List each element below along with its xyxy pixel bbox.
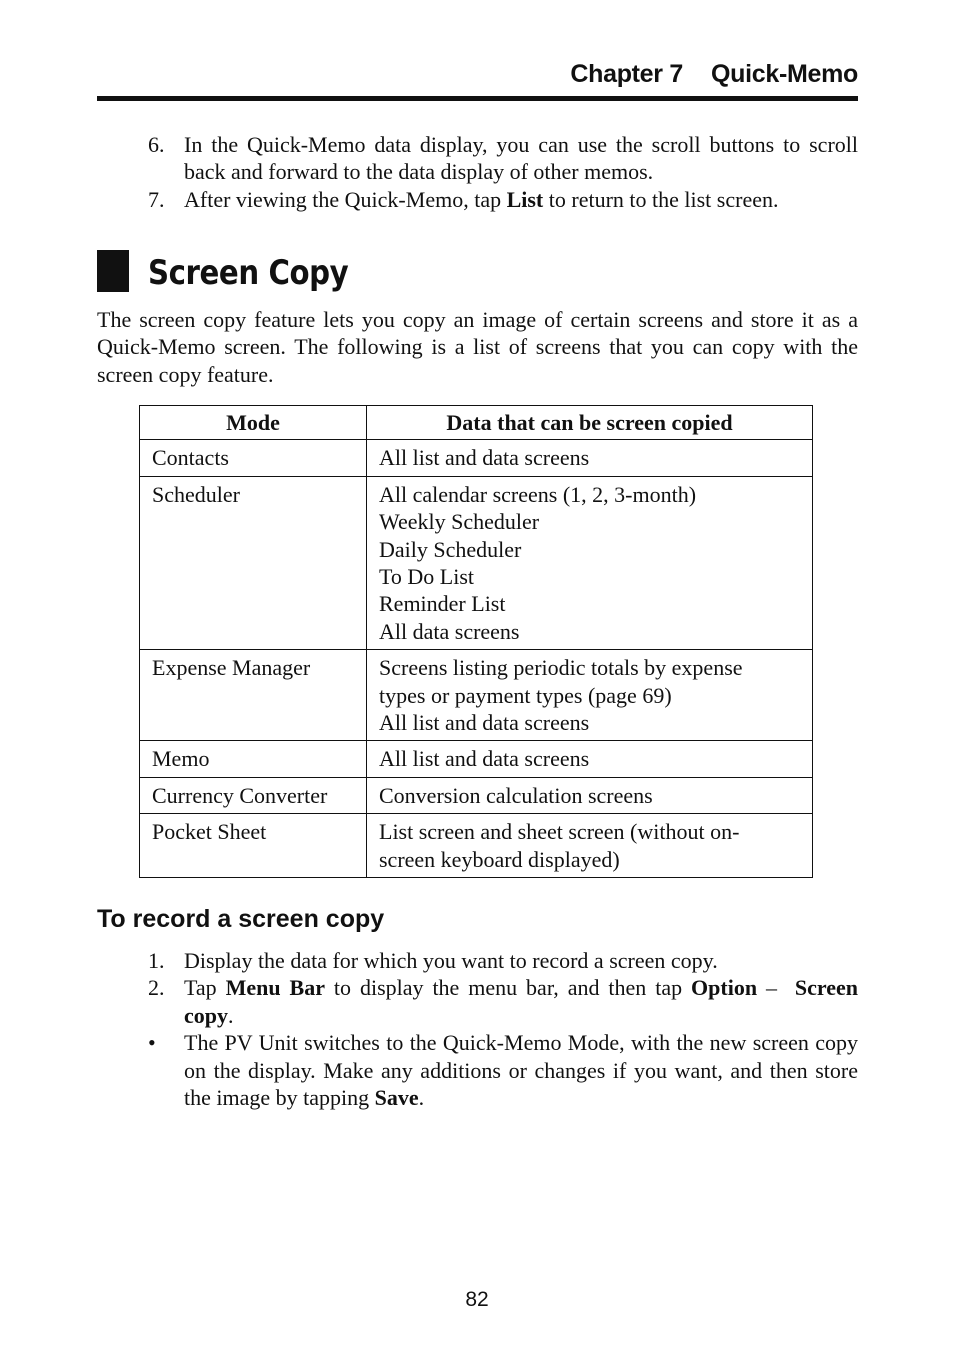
data-line: All list and data screens: [379, 445, 590, 471]
table-header-data: Data that can be screen copied: [367, 406, 813, 440]
bullet-icon: •: [148, 1030, 156, 1056]
mode-cell: Memo: [140, 741, 367, 777]
data-line: Daily Scheduler: [379, 536, 522, 562]
section-marker-block: [97, 250, 129, 292]
data-cell: [367, 777, 813, 813]
screen-copy-table: [139, 405, 813, 878]
mode-cell: Pocket Sheet: [140, 814, 367, 878]
data-line: List screen and sheet screen (without on-: [379, 819, 740, 845]
option-keyword: Option: [691, 975, 758, 1001]
step-number: 1.: [148, 948, 165, 973]
table-header-row: [140, 406, 813, 440]
chapter-header: [97, 60, 858, 89]
step-number: 6.: [148, 132, 165, 157]
page-number: 82: [465, 1288, 489, 1311]
menu-bar-keyword: Menu Bar: [225, 975, 325, 1001]
data-line: All list and data screens: [379, 710, 590, 736]
mode-cell: Scheduler: [140, 476, 367, 649]
mode-cell: Expense Manager: [140, 650, 367, 741]
step-text-pre: Tap: [184, 975, 226, 1001]
data-line: screen keyboard displayed): [379, 846, 620, 872]
data-cell: [367, 814, 813, 878]
list-item: [97, 974, 858, 1029]
subsection-title: To record a screen copy: [97, 905, 385, 933]
data-cell: [367, 741, 813, 777]
data-line: Weekly Scheduler: [379, 509, 540, 535]
bullet-text-end: .: [418, 1085, 425, 1111]
mode-cell: Contacts: [140, 440, 367, 476]
table-row: [140, 777, 813, 813]
step-text-end: .: [228, 1002, 234, 1028]
step-dash: –: [757, 975, 795, 1001]
table-row: [140, 650, 813, 741]
chapter-title: Quick-Memo: [710, 60, 858, 88]
list-item: [97, 947, 858, 974]
step-number: 2.: [148, 975, 165, 1001]
step-text-mid: to display the menu bar, and then tap: [324, 975, 692, 1001]
section-title: Screen Copy: [148, 253, 349, 293]
list-keyword: List: [506, 186, 544, 212]
data-cell: [367, 440, 813, 476]
bullet-text-pre: The PV Unit switches to the Quick-Memo Mode, with the new screen copy on the display. Make any additions or changes if you want, and then store the image by tapping: [184, 1030, 858, 1111]
list-item: [97, 186, 858, 213]
data-cell: [367, 476, 813, 649]
data-line: types or payment types (page 69): [379, 682, 672, 708]
screen-copy-keyword: Screen copy: [184, 975, 858, 1028]
step-text: Display the data for which you want to record a screen copy.: [184, 948, 718, 973]
mode-cell: Currency Converter: [140, 777, 367, 813]
step-text: In the Quick-Memo data display, you can use the scroll buttons to scroll back and forward to the data display of other memos.: [184, 132, 858, 185]
step-number: 7.: [148, 186, 165, 212]
chapter-number: Chapter 7: [570, 60, 683, 88]
table-row: [140, 476, 813, 649]
list-item: [97, 1029, 858, 1111]
data-line: All calendar screens (1, 2, 3-month): [379, 481, 697, 507]
save-keyword: Save: [374, 1085, 419, 1111]
step-text-post: to return to the list screen.: [543, 186, 779, 212]
table-row: [140, 741, 813, 777]
header-rule: [97, 96, 858, 101]
table-header-mode: Mode: [140, 406, 367, 440]
intro-paragraph: The screen copy feature lets you copy an image of certain screens and store it as a Quick-Memo screen. The following is a list of screens that you can copy with the screen copy feature.: [97, 307, 858, 387]
step-text-pre: After viewing the Quick-Memo, tap: [184, 186, 507, 212]
record-steps-list: [97, 947, 858, 1111]
steps-top-list: [97, 131, 858, 213]
data-line: Conversion calculation screens: [379, 782, 653, 808]
data-line: To Do List: [379, 564, 475, 590]
data-line: All list and data screens: [379, 746, 590, 772]
list-item: [97, 131, 858, 186]
data-line: Reminder List: [379, 591, 506, 617]
table-row: [140, 440, 813, 476]
data-line: Screens listing periodic totals by expense: [379, 655, 743, 681]
data-cell: [367, 650, 813, 741]
table-row: [140, 814, 813, 878]
data-line: All data screens: [379, 618, 520, 644]
